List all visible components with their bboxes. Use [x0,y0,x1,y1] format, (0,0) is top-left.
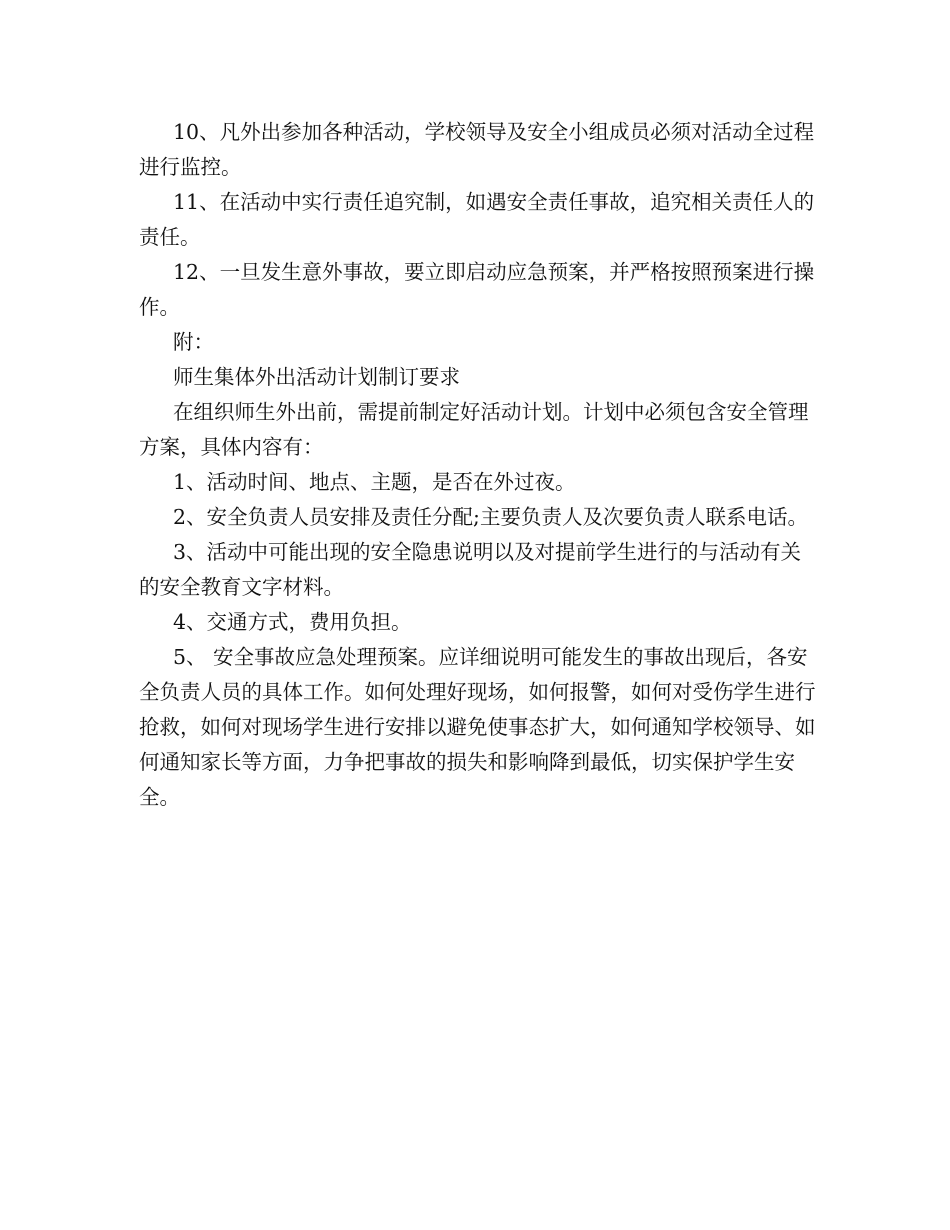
document-body [139,115,819,815]
paragraph-item-10: 10、凡外出参加各种活动，学校领导及安全小组成员必须对活动全过程进行监控。 [139,120,815,179]
appendix-title: 师生集体外出活动计划制订要求 [173,365,460,389]
requirement-item-5: 5、 安全事故应急处理预案。应详细说明可能发生的事故出现后，各安全负责人员的具体工作。如何处理好现场，如何报警，如何对受伤学生进行抢救，如何对现场学生进行安排以避免使事态扩大，如何通知学校领导、如何通知家长等方面，力争把事故的损失和影响降到最低，切实保护学生安全。 [139,645,816,809]
paragraph-item-11: 11、在活动中实行责任追究制，如遇安全责任事故，追究相关责任人的责任。 [139,190,815,249]
requirement-item-2: 2、安全负责人员安排及责任分配;主要负责人及次要负责人联系电话。 [173,505,808,529]
paragraph-item-12: 12、一旦发生意外事故，要立即启动应急预案，并严格按照预案进行操作。 [139,260,815,319]
requirement-item-1: 1、活动时间、地点、主题，是否在外过夜。 [173,470,576,494]
appendix-intro: 在组织师生外出前，需提前制定好活动计划。计划中必须包含安全管理方案，具体内容有： [139,400,809,459]
requirement-item-4: 4、交通方式，费用负担。 [173,610,412,634]
requirement-item-3: 3、活动中可能出现的安全隐患说明以及对提前学生进行的与活动有关的安全教育文字材料。 [139,540,802,599]
appendix-label: 附： [173,330,214,354]
